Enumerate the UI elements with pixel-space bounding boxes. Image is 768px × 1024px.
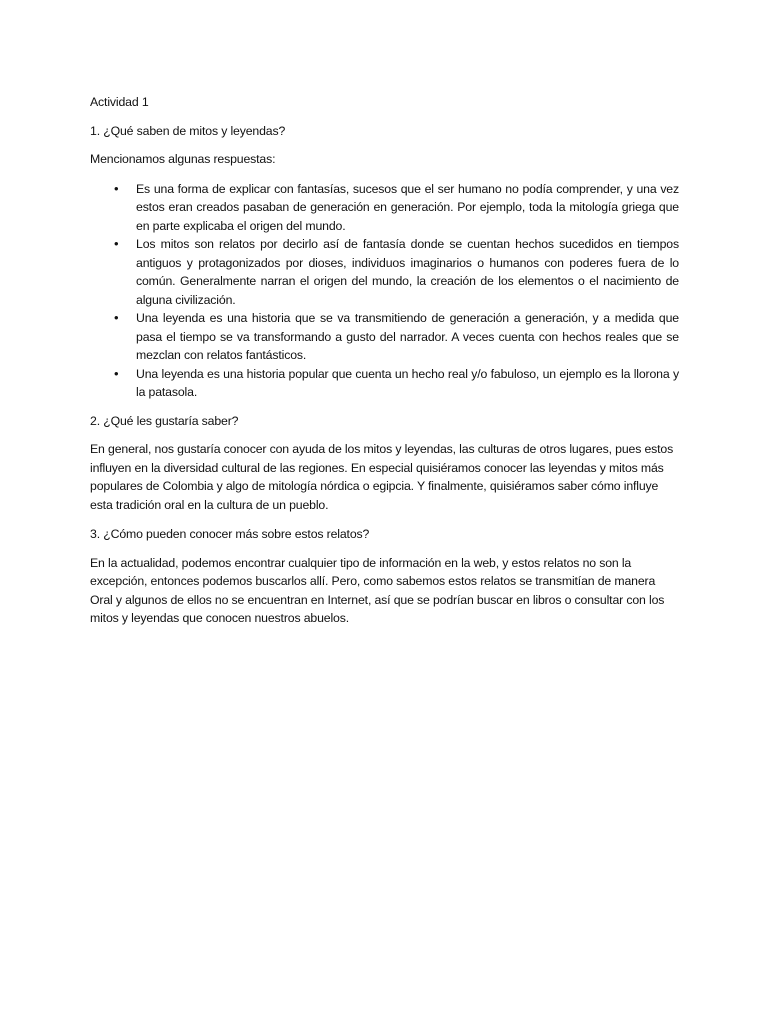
bullet-icon: •	[114, 310, 119, 325]
list-item	[90, 309, 679, 365]
document-content	[90, 93, 679, 639]
list-item-text: Es una forma de explicar con fantasías, sucesos que el ser humano no podía comprender, y una vez estos eran creados pasaban de generación en generación. Por ejemplo, toda la mitología griega que en parte explicaba el origen del mundo.	[136, 181, 679, 233]
bullet-icon: •	[114, 180, 119, 196]
list-item	[90, 235, 679, 309]
list-item-text: Una leyenda es una historia popular que cuenta un hecho real y/o fabuloso, un ejemplo es la llorona y la patasola.	[136, 366, 679, 399]
question-2: 2. ¿Qué les gustaría saber?	[90, 413, 239, 428]
answer-3-body: En la actualidad, podemos encontrar cualquier tipo de información en la web, y estos relatos no son la excepción, entonces podemos buscarlos allí. Pero, como sabemos estos relatos se transmitían de manera Oral y algunos de ellos no se encuentran en Internet, así que se podrían buscar en libros o consultar con los mitos y leyendas que conocen nuestros abuelos.	[90, 555, 665, 625]
answer-bullet-list	[90, 180, 679, 402]
answer-intro: Mencionamos algunas respuestas:	[90, 152, 276, 166]
list-item	[90, 180, 679, 236]
answer-2-body: En general, nos gustaría conocer con ayuda de los mitos y leyendas, las culturas de otros lugares, pues estos influyen en la diversidad cultural de las regiones. En especial quisiéramos conocer las leyendas y mitos más populares de Colombia y algo de mitología nórdica o egipcia. Y finalmente, quisiéramos saber cómo influye esta tradición oral en la cultura de un pueblo.	[90, 442, 674, 512]
list-item-text: Los mitos son relatos por decirlo así de fantasía donde se cuentan hechos sucedidos en tiempos antiguos y protagonizados por dioses, individuos imaginarios o humanos con poderes fuera de lo común. Generalmente narran el origen del mundo, la creación de los elementos o el nacimiento de alguna civilización.	[136, 237, 679, 307]
activity-title: Actividad 1	[90, 95, 149, 109]
bullet-icon: •	[114, 236, 119, 251]
list-item-text: Una leyenda es una historia que se va transmitiendo de generación a generación, y a medida que pasa el tiempo se va transformando a gusto del narrador. A veces cuenta con hechos reales que se mezclan con relatos fantásticos.	[136, 311, 679, 362]
question-3: 3. ¿Cómo pueden conocer más sobre estos relatos?	[90, 527, 370, 541]
bullet-icon: •	[114, 365, 119, 381]
list-item	[90, 365, 679, 402]
question-1: 1. ¿Qué saben de mitos y leyendas?	[90, 123, 286, 138]
